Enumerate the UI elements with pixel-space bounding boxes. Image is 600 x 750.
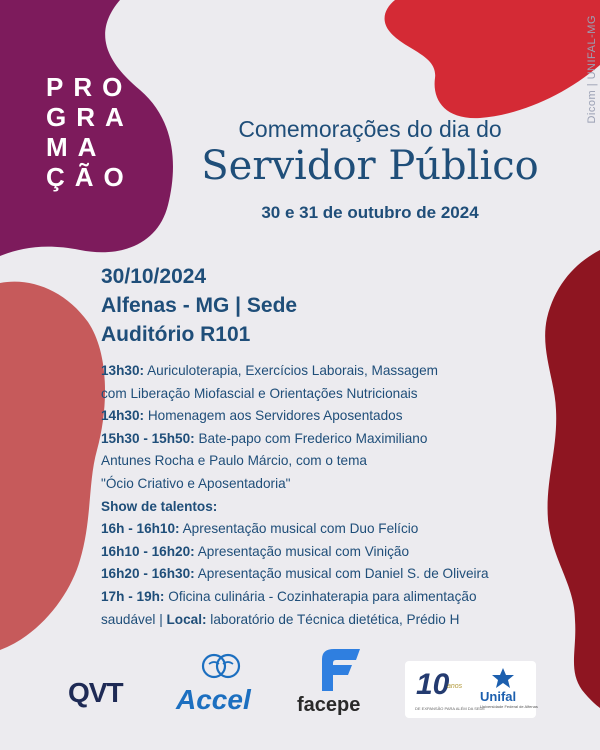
schedule-time: 16h - 16h10: xyxy=(101,521,180,537)
venue-block xyxy=(101,262,297,349)
schedule-time: 17h - 19h: xyxy=(101,588,165,604)
schedule-time: Show de talentos: xyxy=(101,498,218,514)
schedule-time: 13h30: xyxy=(101,363,145,378)
schedule-list xyxy=(101,360,561,631)
schedule-line xyxy=(101,586,561,609)
venue-date: 30/10/2024 xyxy=(101,265,207,288)
programacao-line: MA xyxy=(46,132,107,162)
schedule-line xyxy=(101,405,561,428)
schedule-location-label: Local: xyxy=(166,611,207,627)
schedule-text: Bate-papo com Frederico Maximiliano xyxy=(194,430,428,446)
unifal-star-icon xyxy=(490,667,516,689)
venue-room: Auditório R101 xyxy=(101,323,251,346)
schedule-line xyxy=(101,541,561,564)
programacao-line: ÇÃO xyxy=(46,162,134,192)
schedule-location-text: laboratório de Técnica dietética, Prédio H xyxy=(206,611,460,627)
schedule-text: Apresentação musical com Duo Felício xyxy=(179,521,419,537)
schedule-text: Auriculoterapia, Exercícios Laborais, Massagem xyxy=(144,363,438,378)
schedule-time: 14h30: xyxy=(101,408,145,424)
event-title: Servidor Público xyxy=(201,143,539,189)
event-subtitle: Comemorações do dia do xyxy=(238,116,502,142)
ten-years-logo: 10 xyxy=(416,668,450,701)
unifal-logo: Unifal xyxy=(480,689,517,704)
schedule-text: Apresentação musical com Vinição xyxy=(194,543,410,559)
schedule-text: "Ócio Criativo e Aposentadoria" xyxy=(101,475,291,491)
facepe-logo: facepe xyxy=(297,694,361,716)
schedule-text: Apresentação musical com Daniel S. de Oliveira xyxy=(194,566,489,582)
schedule-text: Antunes Rocha e Paulo Márcio, com o tema xyxy=(101,453,367,469)
programacao-line: PRO xyxy=(46,72,133,102)
ten-years-subtitle: anos xyxy=(447,683,463,690)
unifal-caption: Universidade Federal de Alfenas xyxy=(480,704,538,709)
schedule-text: com Liberação Miofascial e Orientações Nutricionais xyxy=(101,385,418,401)
schedule-line xyxy=(101,383,561,406)
schedule-line xyxy=(101,563,561,586)
accel-faces-icon xyxy=(200,651,244,685)
event-dates: 30 e 31 de outubro de 2024 xyxy=(261,203,479,222)
accel-logo: Accel xyxy=(176,684,251,715)
schedule-time: 15h30 - 15h50: xyxy=(101,430,195,446)
schedule-line xyxy=(101,496,561,519)
schedule-text: saudável | xyxy=(101,611,167,627)
schedule-line xyxy=(101,450,561,473)
schedule-line xyxy=(101,428,561,451)
schedule-line xyxy=(101,518,561,541)
facepe-f-icon xyxy=(316,647,362,693)
programacao-line: GRA xyxy=(46,102,134,132)
schedule-line xyxy=(101,609,561,632)
credit-text: Dicom | UNIFAL-MG xyxy=(586,15,598,124)
ten-years-caption: DE EXPANSÃO PARA ALÉM DA SEDE xyxy=(415,706,486,711)
schedule-time: 16h10 - 16h20: xyxy=(101,543,195,559)
schedule-time: 16h20 - 16h30: xyxy=(101,566,195,582)
qvt-logo: QVT xyxy=(68,677,123,708)
schedule-line xyxy=(101,473,561,496)
schedule-text: Homenagem aos Servidores Aposentados xyxy=(144,408,403,424)
schedule-line xyxy=(101,360,561,383)
venue-city: Alfenas - MG | Sede xyxy=(101,294,298,317)
schedule-text: Oficina culinária - Cozinhaterapia para alimentação xyxy=(164,588,477,604)
